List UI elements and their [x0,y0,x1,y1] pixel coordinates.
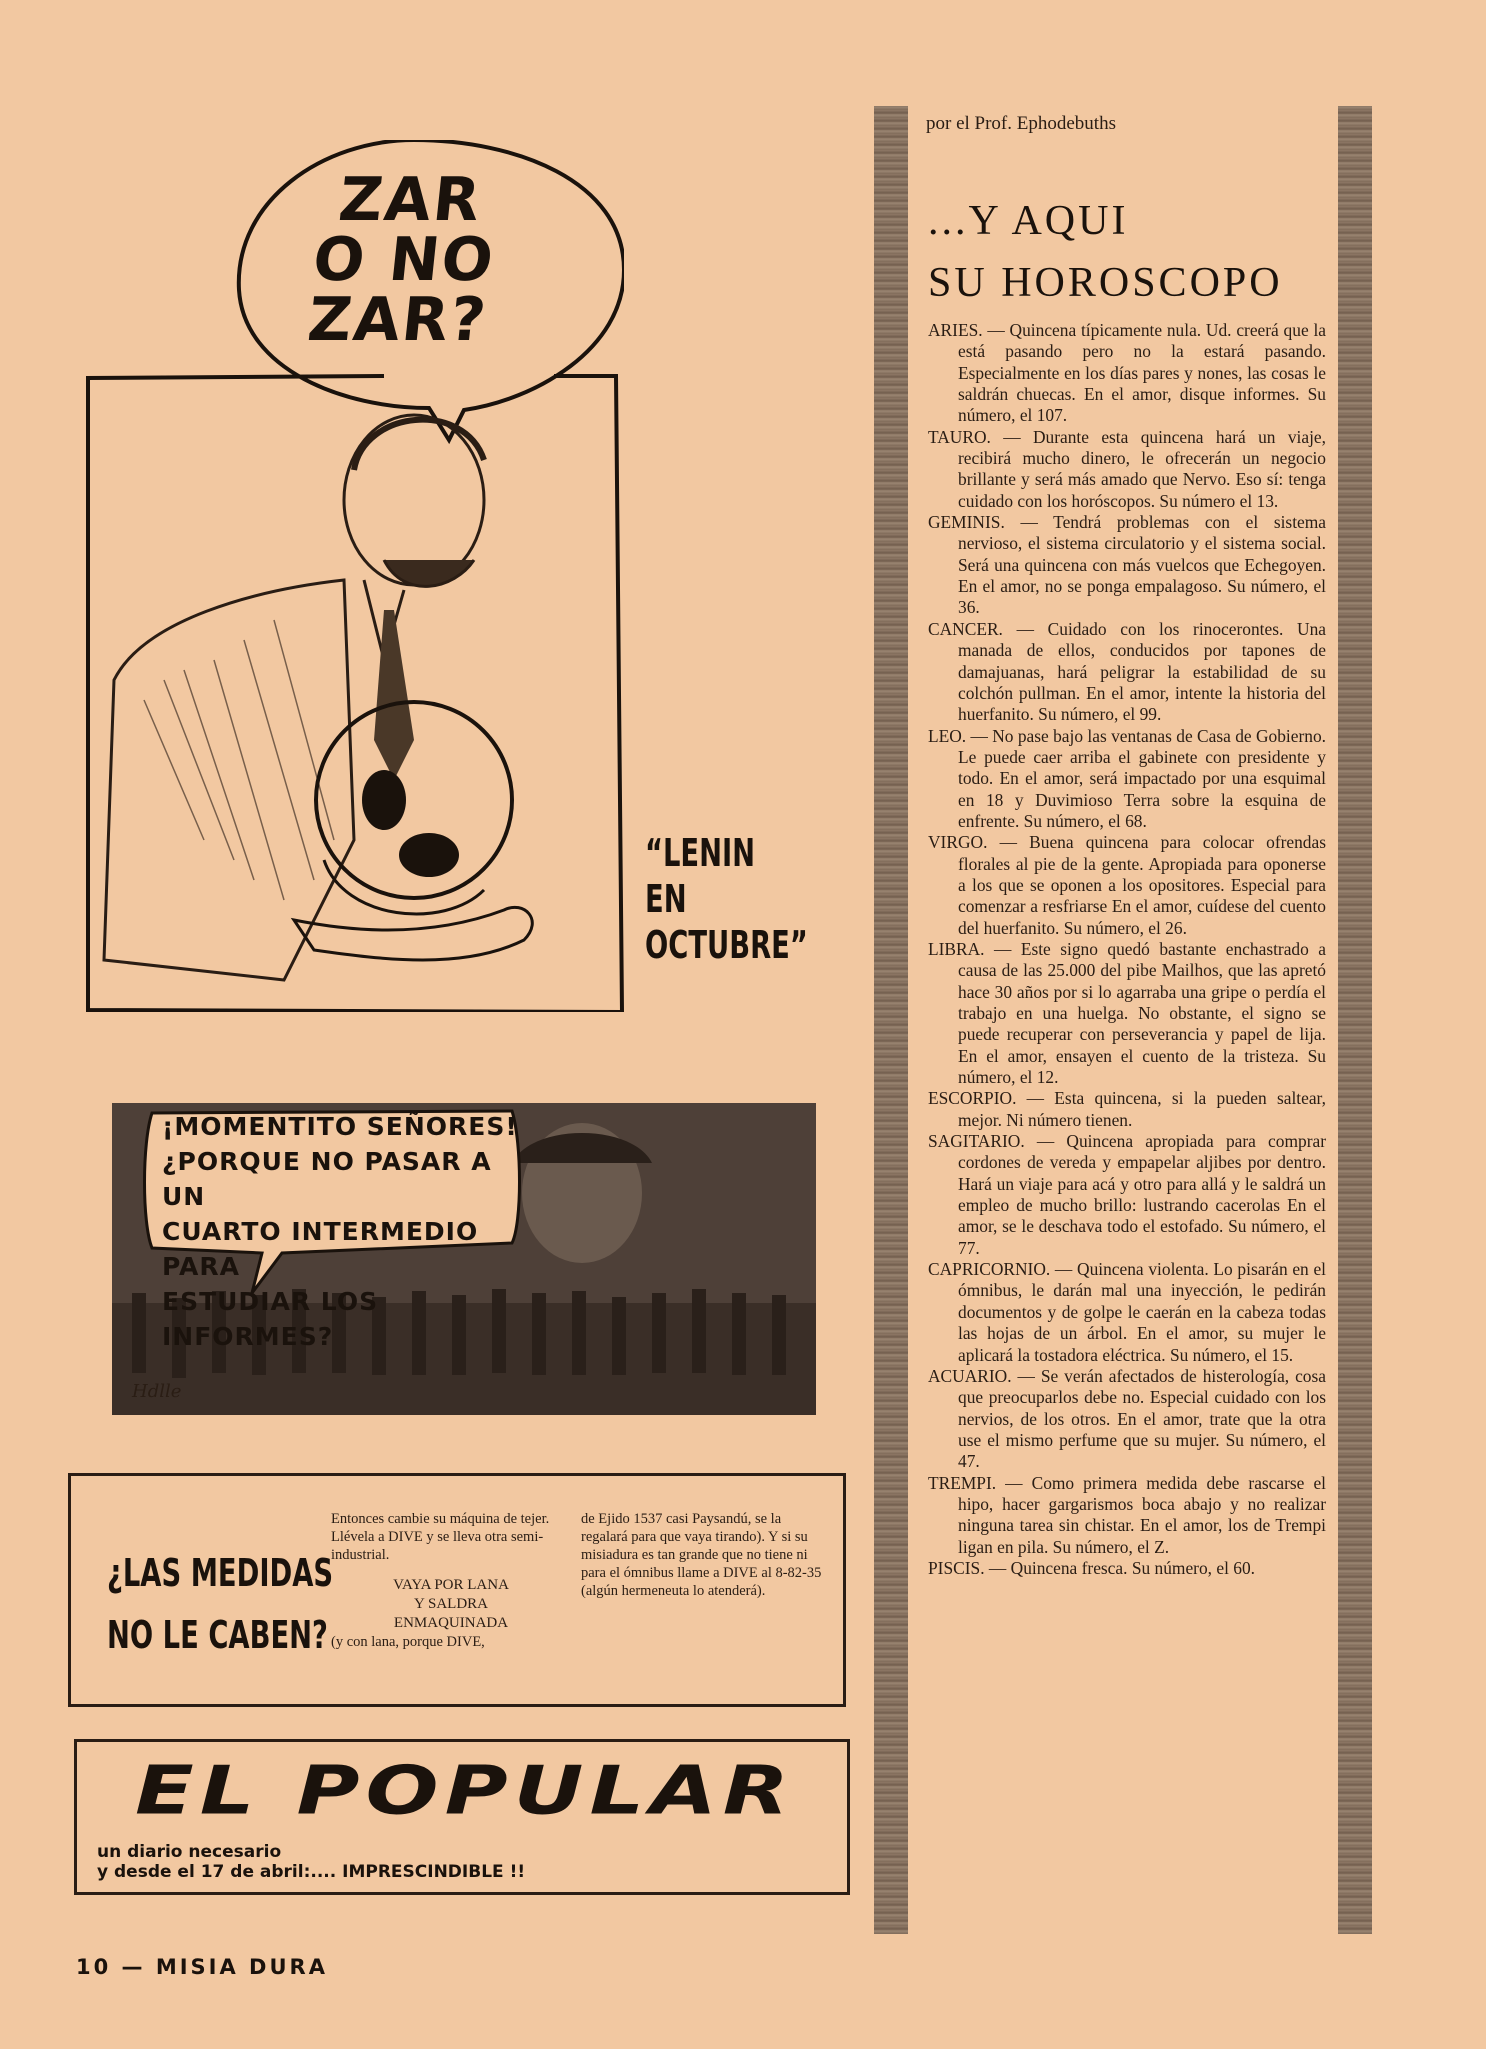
horoscope-entry-acuario: ACUARIO. — Se verán afectados de histerología, cosa que preocuparlos debe no. Especial cuidado con los nervios, de los otros. En el amor, trate que la otra use el mismo perfume que su mujer. Su número, el 47. [928,1365,1326,1472]
horoscope-entry-escorpio: ESCORPIO. — Esta quincena, si la pueden saltear, mejor. Ni número tienen. [928,1088,1326,1130]
slogan-line: ENMAQUINADA [393,1615,509,1631]
lenin-caption [645,830,808,968]
column-border-left [874,106,908,1934]
bubble-line: CUARTO INTERMEDIO PARA [162,1217,479,1281]
momentito-cartoon [112,1103,816,1415]
dive-body-text: de Ejido 1537 casi Paysandú, se la regalará para que vaya tirando). Y si su misiadura es tan grande que no tiene ni para el ómnibus llame a DIVE al 8-82-35 (algún hermeneuta lo atenderá). [581,1511,822,1599]
column-border-right [1338,106,1372,1934]
horoscope-entry-libra: LIBRA. — Este signo quedó bastante enchastrado a causa de las 25.000 del pibe Mailhos, que las apretó hace 30 años por si lo agarraba una gripe o perdía el trabajo en una huelga. No obstante, el signo se puede recuperar con perseverancia y papel de lija. En el amor, ensayen el cuento de la tristeza. Su número, el 12. [928,938,1326,1088]
dive-body-tail: (y con lana, porque DIVE, [331,1634,485,1650]
el-popular-date-line: y desde el 17 de abril:.... IMPRESCINDIBLE !! [97,1862,526,1882]
horoscope-entry-sagitario: SAGITARIO. — Quincena apropiada para comprar cordones de vereda y empapelar aljibes por dentro. Hará un viaje para acá y otro para allá y le saldrá un empleo de mucho brillo: lustrando cacerolas En el amor, se le deschava todo el estofado. Su número, el 77. [928,1131,1326,1258]
dive-slogan [331,1576,571,1633]
dive-column-2 [581,1510,829,1600]
horoscope-entry-piscis: PISCIS. — Quincena fresca. Su número, el 60. [928,1557,1255,1578]
title-line: SU HOROSCOPO [928,260,1283,306]
horoscope-list [928,320,1326,1579]
slogan-line: Y SALDRA [413,1596,489,1612]
horoscope-byline: por el Prof. Ephodebuths [926,113,1116,134]
el-popular-advertisement [74,1739,850,1895]
horoscope-entry-virgo: VIRGO. — Buena quincena para colocar ofrendas florales al pie de la gente. Apropiada para oponerse a los que se oponen a los opositores. Especial para comenzar a resfriarse En el amor, cuídese del cuento del huerfanito. Su número, el 26. [928,832,1326,938]
caption-line: OCTUBRE” [645,923,808,967]
slogan-line: VAYA POR LANA [393,1577,509,1593]
bubble-line: O NO [309,225,499,295]
horoscope-entry-cancer: CANCER. — Cuidado con los rinocerontes. Una manada de ellos, conducidos por tapones de damajuanas, hará peligrar la estabilidad de su colchón pullman. En el amor, intente la historia del huerfanito. Su número, el 99. [928,618,1326,725]
dive-headline [107,1542,333,1666]
page-footer: 10 — MISIA DURA [76,1955,328,1979]
horoscope-entry-leo: LEO. — No pase bajo las ventanas de Casa de Gobierno. Le puede caer arriba el gabinete con presidente y todo. En el amor, será impactado por una esquimal en 18 y Duvimioso Terra sobre la esquina de enfrente. Su número, el 68. [928,725,1326,831]
horoscope-title [928,190,1283,314]
el-popular-logo: EL POPULAR [134,1752,796,1831]
headline-line: NO LE CABEN? [107,1613,328,1657]
dive-advertisement [68,1473,846,1707]
horoscope-entry-trempi: TREMPI. — Como primera medida debe rascarse el hipo, hacer gargarismos boca abajo y no realizar ninguna tarea sin chistar. En el amor, los de Trempi ligan en pila. Su número, el Z. [928,1472,1326,1557]
dive-body-text: Entonces cambie su máquina de tejer. Llévela a DIVE y se lleva otra semi-industrial. [331,1511,550,1563]
horoscope-entry-geminis: GEMINIS. — Tendrá problemas con el sistema nervioso, el sistema circulatorio y el sistema social. Será una quincena con más vuelcos que Echegoyen. En el amor, no se ponga empalagoso. Su número, el 36. [928,512,1326,618]
caption-line: EN [645,877,687,921]
momentito-speech-bubble [162,1109,522,1354]
bubble-line: ¿PORQUE NO PASAR A UN [162,1147,492,1211]
bubble-line: ZAR? [304,285,491,355]
bubble-line: ESTUDIAR LOS INFORMES? [162,1287,379,1351]
lenin-speech-bubble [280,165,529,355]
lenin-cartoon [84,140,624,1012]
title-line: ...Y AQUI [928,198,1129,244]
caption-line: “LENIN [645,831,756,875]
horoscope-entry-aries: ARIES. — Quincena típicamente nula. Ud. creerá que la está pasando pero no la estará pasando. Especialmente en los días pares y nones, las cosas le saldrán chuecas. En el amor, disque informes. Su número, el 107. [928,320,1326,426]
headline-line: ¿LAS MEDIDAS [107,1551,334,1595]
bubble-line: ZAR [335,165,486,235]
el-popular-tagline: un diario necesario [97,1842,282,1862]
horoscope-entry-tauro: TAURO. — Durante esta quincena hará un viaje, recibirá mucho dinero, le ofrecerán un negocio brillante y será más amado que Nervo. Eso sí: tenga cuidado con los horóscopos. Su número el 13. [928,426,1326,511]
dive-column-1 [331,1510,571,1651]
horoscope-entry-capricornio: CAPRICORNIO. — Quincena violenta. Lo pisarán en el ómnibus, le darán mal una inyección, le pedirán documentos y de golpe le caerán en la cabeza todas las hojas de un árbol. En el amor, su mujer le aplicará la tostadora eléctrica. Su número, el 15. [928,1259,1326,1365]
artist-signature: Hdlle [132,1381,182,1402]
bubble-line: ¡MOMENTITO SEÑORES! [162,1112,518,1141]
